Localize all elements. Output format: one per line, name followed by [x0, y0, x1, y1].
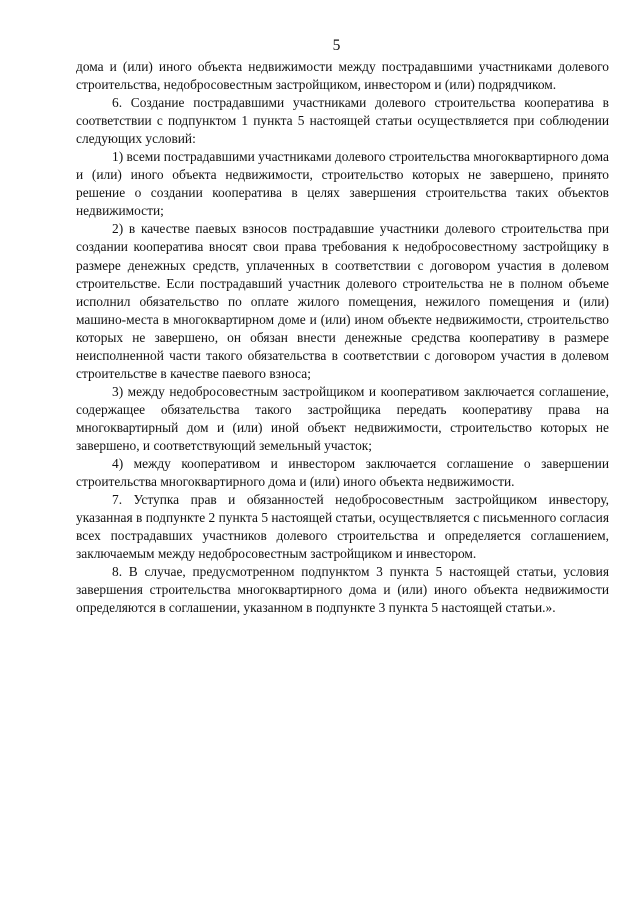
- paragraph-continuation: дома и (или) иного объекта недвижимости между пострадавшими участниками долевого строительства, недобросовестным застройщиком, инвестором и (или) подрядчиком.: [76, 59, 609, 93]
- paragraph-6-item-1: 1) всеми пострадавшими участниками долевого строительства многоквартирного дома и (или) иного объекта недвижимости, строительство которых не завершено, принято решение о создании кооператива в целях завершения строительства таких объектов недвижимости;: [76, 149, 609, 219]
- paragraph-6-item-2: 2) в качестве паевых взносов пострадавшие участники долевого строительства при создании кооператива вносят свои права требования к недобросовестному застройщику в размере денежных средств, уплаченных в соответствии с договором участия в долевом строительстве. Если пострадавший участник долевого строительства не в полном объеме исполнил обязательство по оплате жилого помещения, нежилого помещения и (или) машино-места в многоквартирном доме и (или) ином объекте недвижимости, строительство которых не завершено, он обязан внести денежные средства кооперативу в размере неисполненной части такого обязательства в соответствии с договором участия в долевом строительстве в качестве паевого взноса;: [76, 221, 609, 381]
- paragraph-6-item-4: 4) между кооперативом и инвестором заключается соглашение о завершении строительства многоквартирного дома и (или) иного объекта недвижимости.: [76, 456, 609, 490]
- page-number: 5: [332, 37, 341, 54]
- paragraph-7: 7. Уступка прав и обязанностей недобросовестным застройщиком инвестору, указанная в подпункте 2 пункта 5 настоящей статьи, осуществляется с письменного согласия всех пострадавших участников долевого строительства и определяется соглашением, заключаемым между недобросовестным застройщиком и инвестором.: [76, 492, 609, 562]
- paragraph-6: 6. Создание пострадавшими участниками долевого строительства кооператива в соответствии с подпунктом 1 пункта 5 настоящей статьи осуществляется при соблюдении следующих условий:: [76, 95, 609, 147]
- document-page: [76, 36, 609, 617]
- paragraph-8: 8. В случае, предусмотренном подпунктом 3 пункта 5 настоящей статьи, условия завершения строительства многоквартирного дома и (или) иного объекта недвижимости определяются в соглашении, указанном в подпункте 3 пункта 5 настоящей статьи.».: [76, 564, 609, 616]
- document-body: [76, 58, 609, 617]
- paragraph-6-item-3: 3) между недобросовестным застройщиком и кооперативом заключается соглашение, содержащее обязательства такого застройщика передать кооперативу права на многоквартирный дом и (или) иной объект недвижимости, строительство которых не завершено, и соответствующий земельный участок;: [76, 383, 609, 453]
